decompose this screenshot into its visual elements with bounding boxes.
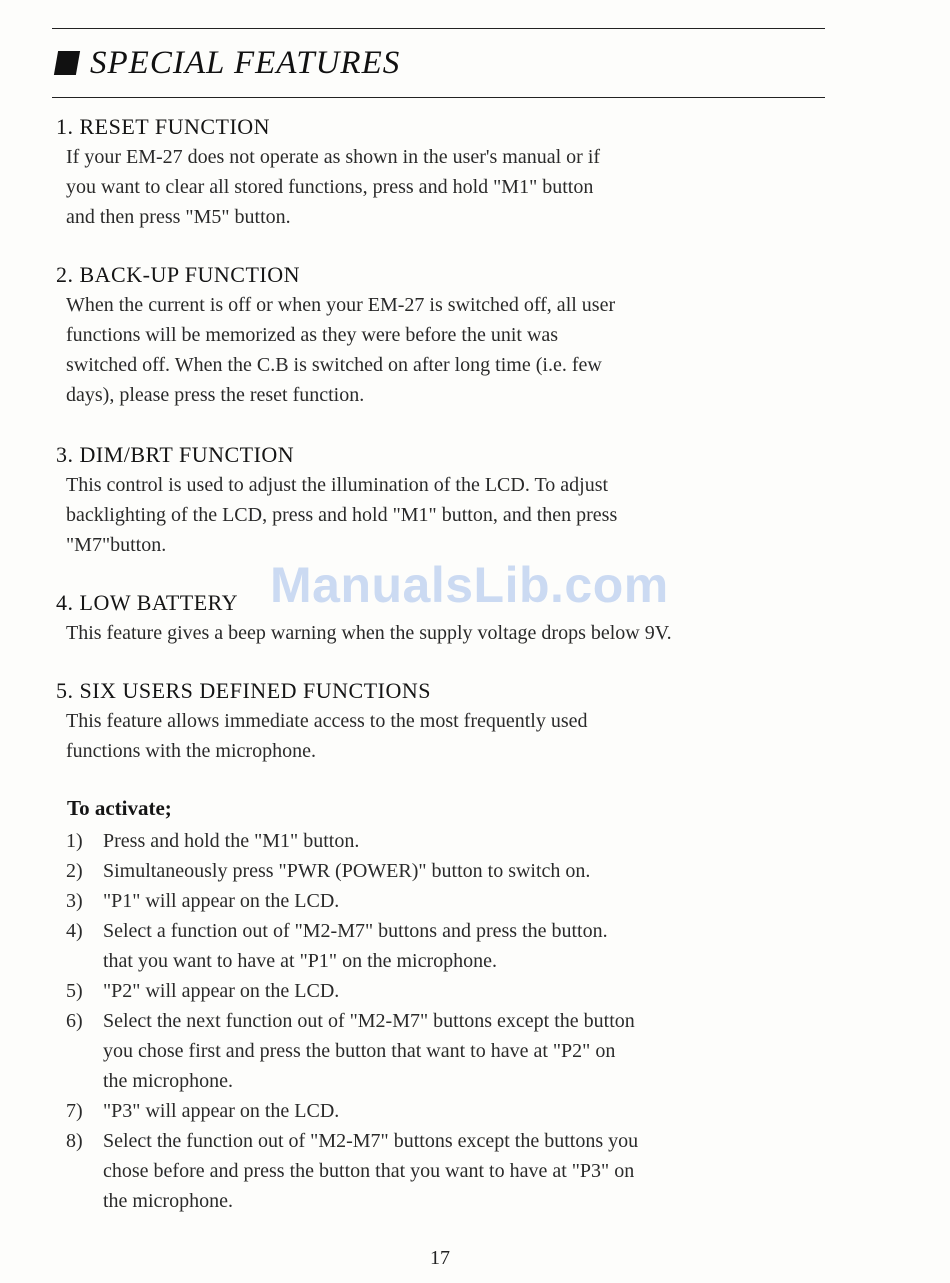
step-item xyxy=(66,1006,846,1096)
section-text xyxy=(66,142,836,232)
text-line: the microphone. xyxy=(103,1070,233,1092)
page-header xyxy=(56,38,400,88)
activate-heading: To activate; xyxy=(67,796,172,820)
text-line: functions with the microphone. xyxy=(66,740,316,762)
text-line: backlighting of the LCD, press and hold "M1" button, and then press xyxy=(66,504,618,526)
section-backup xyxy=(56,260,836,410)
text-line: days), please press the reset function. xyxy=(66,384,365,406)
step-number: 4) xyxy=(66,920,83,942)
text-line: and then press "M5" button. xyxy=(66,206,291,228)
page-number: 17 xyxy=(430,1247,450,1269)
step-number: 6) xyxy=(66,1010,83,1032)
text-line: This control is used to adjust the illumination of the LCD. To adjust xyxy=(66,474,609,496)
text-line: Select the function out of "M2-M7" buttons except the buttons you xyxy=(103,1130,639,1152)
step-number: 1) xyxy=(66,830,83,852)
section-text xyxy=(66,618,836,648)
section-user-functions xyxy=(56,676,836,766)
step-number: 5) xyxy=(66,980,83,1002)
header-rule xyxy=(52,97,825,98)
step-item xyxy=(66,856,846,886)
step-number: 8) xyxy=(66,1130,83,1152)
section-title: 2. BACK-UP FUNCTION xyxy=(56,262,300,287)
text-line: Select a function out of "M2-M7" buttons and press the button. xyxy=(103,920,608,942)
step-item xyxy=(66,886,846,916)
text-line: switched off. When the C.B is switched on after long time (i.e. few xyxy=(66,354,602,376)
text-line: "P2" will appear on the LCD. xyxy=(103,980,340,1002)
text-line: "P1" will appear on the LCD. xyxy=(103,890,340,912)
text-line: "M7"button. xyxy=(66,534,167,556)
text-line: Select the next function out of "M2-M7" buttons except the button xyxy=(103,1010,635,1032)
text-line: "P3" will appear on the LCD. xyxy=(103,1100,340,1122)
section-text xyxy=(66,470,836,560)
section-title: 3. DIM/BRT FUNCTION xyxy=(56,442,295,467)
text-line: functions will be memorized as they were before the unit was xyxy=(66,324,559,346)
step-item xyxy=(66,1126,846,1216)
text-line: When the current is off or when your EM-27 is switched off, all user xyxy=(66,294,616,316)
section-title: 4. LOW BATTERY xyxy=(56,590,238,615)
step-item xyxy=(66,976,846,1006)
text-line: you want to clear all stored functions, press and hold "M1" button xyxy=(66,176,594,198)
text-line: Simultaneously press "PWR (POWER)" button to switch on. xyxy=(103,860,591,882)
section-text xyxy=(66,290,836,410)
text-line: you chose first and press the button that want to have at "P2" on xyxy=(103,1040,616,1062)
activate-steps xyxy=(66,826,846,1216)
section-title: 5. SIX USERS DEFINED FUNCTIONS xyxy=(56,678,431,703)
section-text xyxy=(66,706,836,766)
page-title: SPECIAL FEATURES xyxy=(90,44,401,81)
section-dim-brt xyxy=(56,440,836,560)
step-number: 2) xyxy=(66,860,83,882)
text-line: If your EM-27 does not operate as shown in the user's manual or if xyxy=(66,146,601,168)
step-item xyxy=(66,826,846,856)
top-rule xyxy=(52,28,825,29)
section-reset xyxy=(56,112,836,232)
step-number: 7) xyxy=(66,1100,83,1122)
step-item xyxy=(66,916,846,976)
watermark-text: ManualsLib.com xyxy=(270,557,669,613)
text-line: the microphone. xyxy=(103,1190,233,1212)
text-line: This feature gives a beep warning when the supply voltage drops below 9V. xyxy=(66,622,672,644)
text-line: Press and hold the "M1" button. xyxy=(103,830,360,852)
square-bullet-icon xyxy=(54,51,80,75)
text-line: chose before and press the button that you want to have at "P3" on xyxy=(103,1160,635,1182)
step-number: 3) xyxy=(66,890,83,912)
text-line: This feature allows immediate access to the most frequently used xyxy=(66,710,588,732)
section-title: 1. RESET FUNCTION xyxy=(56,114,271,139)
text-line: that you want to have at "P1" on the microphone. xyxy=(103,950,498,972)
step-item xyxy=(66,1096,846,1126)
